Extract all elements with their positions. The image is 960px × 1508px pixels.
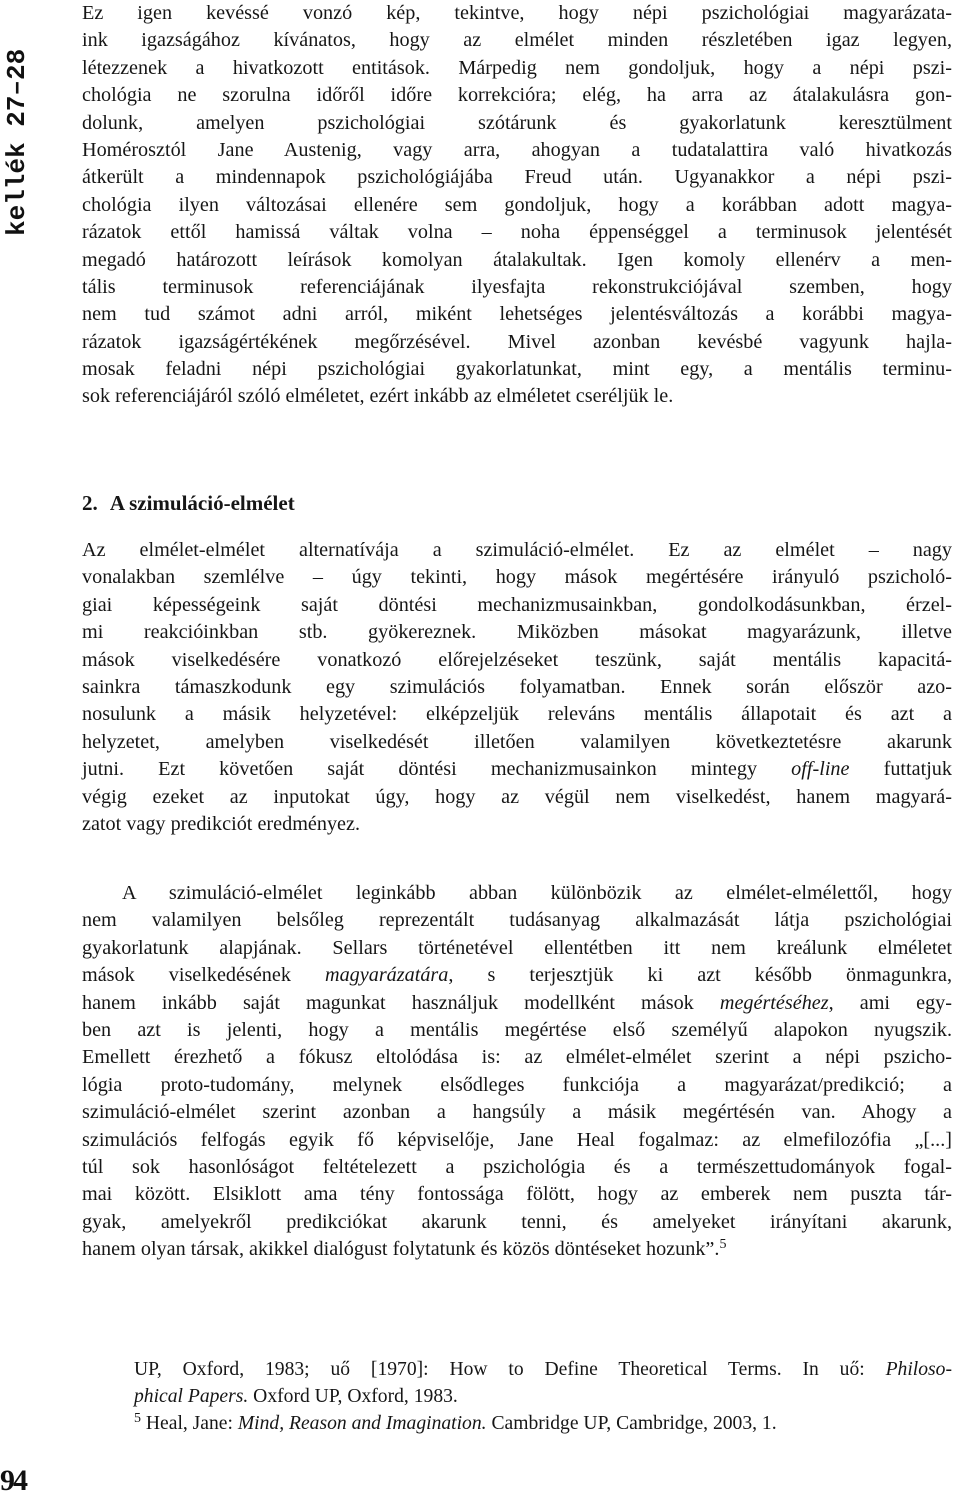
text-line: végig ezeket az inputokat úgy, hogy az végül nem viselkedést, hanem magyará- xyxy=(82,785,952,808)
text-line: Emellett érezhető a fókusz eltolódása is: az elmélet-elmélet szerint a népi pszicho- xyxy=(82,1046,952,1069)
text-line: ink igazságához kívánatos, hogy az elmélet minden részletében igaz legyen, xyxy=(82,29,952,52)
text-line: lógia proto-tudomány, melynek elsődleges funkciója a magyarázat/predikció; a xyxy=(82,1073,952,1096)
text-line: rázatok igazságértékének megőrzésével. Mivel azonban kevésbé vagyunk hajla- xyxy=(82,330,952,353)
text-line: dolunk, amelyen pszichológiai szótárunk és gyakorlatunk keresztülment xyxy=(82,111,952,134)
text-line: mai között. Elsiklott ama tény fontossága fölött, hogy az emberek nem puszta tár- xyxy=(82,1183,952,1206)
text-line: szimulációs felfogás egyik fő képviselője, Jane Heal fogalmaz: az elmefilozófia „[...] xyxy=(82,1128,952,1151)
text-line: hanem inkább saját magunkat használjuk modellként mások megértéséhez, ami egy- xyxy=(82,991,952,1014)
footnote-reference[interactable]: 5 xyxy=(719,1237,727,1253)
text-line: chológia ne szorulna időről időre korrekcióra; elég, ha arra az átalakulásra gon- xyxy=(82,84,952,107)
text-line: tális terminusok referenciájának ilyesfajta rekonstrukciójával szemben, hogy xyxy=(82,275,952,298)
text-line: Az elmélet-elmélet alternatívája a szimuláció-elmélet. Ez az elmélet – nagy xyxy=(82,539,952,561)
text-line: Homérosztól Jane Austenig, vagy arra, ahogyan a tudatalattira való hivatkozás xyxy=(82,138,952,161)
text-line: nem valamilyen belsőleg reprezentált tudásanyag alkalmazását látja pszichológiai xyxy=(82,909,952,932)
text-line: helyzetet, amelyben viselkedését illetően valamilyen következtetésre akarunk xyxy=(82,730,952,753)
section-heading xyxy=(82,491,295,516)
text-line: megadó határozott leírások komolyan átalakultak. Igen komoly ellenérv a men- xyxy=(82,248,952,271)
text-line: gyakorlatunk alapjának. Sellars történetével ellentétben itt nem kreálunk elméletet xyxy=(82,936,952,959)
text-line: hanem olyan társak, akikkel dialógust folytatunk és közös döntéseket hozunk”.$^5$ xyxy=(82,1237,727,1261)
text-line: szimuláció-elmélet szerint azonban a hangsúly a másik megértésén van. Ahogy a xyxy=(82,1101,952,1124)
page-number: 94 xyxy=(0,1464,26,1497)
text-line: túl sok hasonlóságot feltételezett a pszichológia és a természettudományok fogal- xyxy=(82,1155,952,1178)
section-number: 2. xyxy=(82,491,98,515)
text-line: mi reakcióinkban stb. gyökereznek. Miközben másokat magyarázunk, illetve xyxy=(82,621,952,644)
text-line: jutni. Ezt követően saját döntési mechanizmusainkon mintegy off-line futtatjuk xyxy=(82,758,952,781)
text-line: zatot vagy predikciót eredményez. xyxy=(82,812,361,835)
text-line: létezzenek a hivatkozott entitások. Márpedig nem gondoljuk, hogy a népi pszi- xyxy=(82,56,952,79)
footnotes xyxy=(134,1356,952,1437)
footnote-5: $^5$ Heal, Jane: Mind, Reason and Imagination. Cambridge UP, Cambridge, 2003, 1. xyxy=(134,1411,777,1434)
text-line: vonalakban szemlélve – úgy tekinti, hogy mások megértésére irányuló pszicholó- xyxy=(82,566,952,589)
text-line: giai képességeink saját döntési mechanizmusainkban, gondolkodásunkban, érzel- xyxy=(82,593,952,616)
footnote-number: 5 xyxy=(134,1411,141,1426)
paragraph-3 xyxy=(82,880,952,1263)
text-line: mások viselkedésére vonatkozó előrejelzéseket teszünk, saját mentális kapacitá- xyxy=(82,648,952,671)
text-line: sok referenciájáról szóló elméletet, ezért inkább az elméletet cseréljük le. xyxy=(82,385,674,408)
text-line: A szimuláció-elmélet leginkább abban különbözik az elmélet-elmélettől, hogy xyxy=(122,882,952,904)
text-line: nem tud számot adni arról, miként lehetséges jelentésváltozás a korábbi magya- xyxy=(82,303,952,326)
text-line: chológia ilyen változásai ellenére sem gondoljuk, hogy a korábban adott magya- xyxy=(82,193,952,216)
journal-label: kellék 27–28 xyxy=(2,48,32,236)
paragraph-1 xyxy=(82,0,952,411)
text-line: ben azt is jelenti, hogy a mentális megértése első személyű alapokon nyugszik. xyxy=(82,1018,952,1041)
text-line: mosak feladni népi pszichológiai gyakorlatunkat, mint egy, a mentális terminu- xyxy=(82,358,952,381)
text-line: mások viselkedésének magyarázatára, s terjesztjük ki azt később önmagunkra, xyxy=(82,964,952,987)
footnote-line: UP, Oxford, 1983; uő [1970]: How to Define Theoretical Terms. In uő: Philoso- xyxy=(134,1359,952,1380)
text-line: nosulunk a másik helyzetével: elképzeljük releváns mentális állapotait és azt a xyxy=(82,703,952,726)
section-title: A szimuláció-elmélet xyxy=(109,491,295,515)
paragraph-2 xyxy=(82,537,952,838)
text-line: gyak, amelyekről predikciókat akarunk tenni, és amelyeket irányítani akarunk, xyxy=(82,1210,952,1233)
text-line: rázatok ettől hamissá váltak volna – noha éppenséggel a terminusok jelentését xyxy=(82,221,952,244)
text-line: átkerült a mindennapok pszichológiájába Freud után. Ugyanakkor a népi pszi- xyxy=(82,166,952,189)
text-line: sainkra támaszkodunk egy szimulációs folyamatban. Ennek során először azo- xyxy=(82,675,952,698)
footnote-line: phical Papers. Oxford UP, Oxford, 1983. xyxy=(134,1386,458,1407)
text-line: Ez igen kevéssé vonzó kép, tekintve, hogy népi pszichológiai magyarázata- xyxy=(82,2,952,24)
